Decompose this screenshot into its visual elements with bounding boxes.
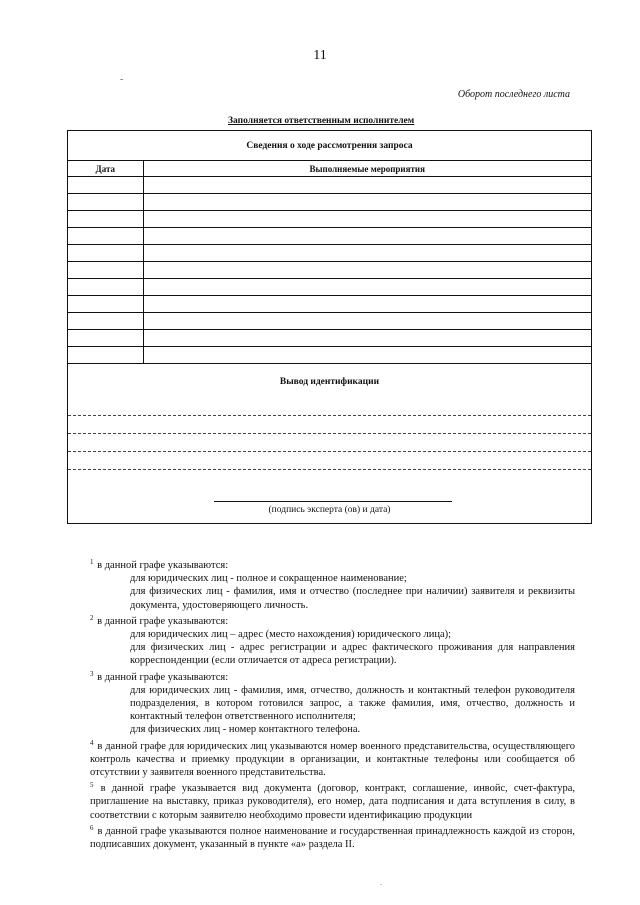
date-cell[interactable] <box>68 279 143 296</box>
footnote-text: в данной графе указываются полное наименование и государственная принадлежность каждой из сторон, подписавших документ, указанный в пункте «а» раздела II. <box>90 825 575 851</box>
request-review-panel <box>67 130 592 524</box>
actions-cell[interactable] <box>143 228 591 245</box>
conclusion-line[interactable] <box>68 469 591 470</box>
actions-cell[interactable] <box>143 177 591 194</box>
footnote-text: для юридических лиц - фамилия, имя, отчество, должность и контактный телефон руководителя подразделения, в котором готовился запрос, а также фамилия, имя, отчество, должность и контактный телефон ответственного исполнителя; <box>130 684 575 723</box>
footnote-number: 6 <box>90 823 94 832</box>
actions-cell[interactable] <box>143 245 591 262</box>
footnote-text: в данной графе для юридических лиц указываются номер военного представительства, осуществляющего контроль качества и приемку продукции в организации, и контактные телефоны или сообщается об отсутствии у заявителя военного представительства. <box>90 740 575 779</box>
footnote-number: 1 <box>90 558 94 566</box>
date-cell[interactable] <box>68 313 143 330</box>
conclusion-line[interactable] <box>68 415 591 416</box>
date-cell[interactable] <box>68 177 143 194</box>
date-cell[interactable] <box>68 245 143 262</box>
table-row <box>68 347 591 364</box>
table-row <box>68 330 591 347</box>
footnote-paragraph <box>90 585 575 611</box>
stray-mark: - <box>120 74 124 85</box>
table-row <box>68 228 591 245</box>
footnote-text: в данной графе указываются: <box>94 671 229 683</box>
footnote-text: для физических лиц - фамилия, имя и отчество (последнее при наличии) заявителя и реквизиты документа, удостоверяющего личность. <box>130 586 575 611</box>
footnote-text: в данной графе указывается вид документа (договор, контракт, соглашение, инвойс, счет-фактура, приглашение на выставку, приказ руководителя), его номер, дата подписания и дата вступления в силу, в соответствии с которым заявителю необходимо провести идентификацию продукции <box>90 783 575 821</box>
actions-table <box>68 160 591 364</box>
actions-cell[interactable] <box>143 313 591 330</box>
actions-cell[interactable] <box>143 279 591 296</box>
sheet-note: Оборот последнего листа <box>457 89 570 100</box>
conclusion-title: Вывод идентификации <box>279 377 380 387</box>
footnote-text: для юридических лиц – адрес (место нахождения) юридического лица); <box>130 629 452 641</box>
footnote-text: в данной графе указываются: <box>94 615 229 627</box>
table-row <box>68 313 591 330</box>
footnote-number: 4 <box>90 738 94 747</box>
date-cell[interactable] <box>68 347 143 364</box>
footnote-text: для юридических лиц - полное и сокращенное наименование; <box>130 573 407 585</box>
panel-title: Сведения о ходе рассмотрения запроса <box>246 141 413 151</box>
table-row <box>68 211 591 228</box>
col-actions-header: Выполняемые мероприятия <box>143 161 591 177</box>
footnote-paragraph <box>90 684 575 724</box>
footnotes <box>90 556 575 851</box>
footnote-paragraph <box>90 628 575 641</box>
date-cell[interactable] <box>68 211 143 228</box>
footnote-paragraph <box>90 822 575 851</box>
actions-cell[interactable] <box>143 211 591 228</box>
date-cell[interactable] <box>68 296 143 313</box>
footnote-paragraph <box>90 556 575 572</box>
table-row <box>68 245 591 262</box>
actions-cell[interactable] <box>143 194 591 211</box>
actions-cell[interactable] <box>143 347 591 364</box>
bottom-mark: . <box>380 878 382 887</box>
signature-line[interactable] <box>214 501 452 502</box>
footnote-paragraph <box>90 612 575 628</box>
col-date-header: Дата <box>68 161 143 177</box>
footnote-number: 2 <box>90 613 94 622</box>
table-row <box>68 296 591 313</box>
date-cell[interactable] <box>68 330 143 347</box>
table-row <box>68 262 591 279</box>
actions-cell[interactable] <box>143 330 591 347</box>
date-cell[interactable] <box>68 194 143 211</box>
footnote-number: 3 <box>90 669 94 678</box>
footnote-text: в данной графе указываются: <box>94 560 229 571</box>
footnote-paragraph <box>90 641 575 667</box>
filled-by-heading: Заполняется ответственным исполнителем <box>228 116 415 126</box>
footnote-text: для физических лиц - номер контактного телефона. <box>130 724 361 736</box>
table-row <box>68 194 591 211</box>
actions-cell[interactable] <box>143 296 591 313</box>
date-cell[interactable] <box>68 262 143 279</box>
footnote-paragraph <box>90 723 575 736</box>
footnote-paragraph <box>90 779 575 822</box>
footnote-paragraph <box>90 668 575 684</box>
footnote-paragraph <box>90 572 575 585</box>
conclusion-line[interactable] <box>68 451 591 452</box>
conclusion-line[interactable] <box>68 433 591 434</box>
table-row <box>68 279 591 296</box>
date-cell[interactable] <box>68 228 143 245</box>
table-header-row <box>68 161 591 177</box>
actions-cell[interactable] <box>143 262 591 279</box>
footnote-number: 5 <box>90 781 94 790</box>
footnote-paragraph <box>90 737 575 780</box>
table-row <box>68 177 591 194</box>
footnote-text: для физических лиц - адрес регистрации и адрес фактического проживания для направления корреспонденции (если отличается от адреса регистрации). <box>130 642 575 667</box>
signature-caption: (подпись эксперта (ов) и дата) <box>268 505 391 515</box>
page-number: 11 <box>313 48 327 63</box>
